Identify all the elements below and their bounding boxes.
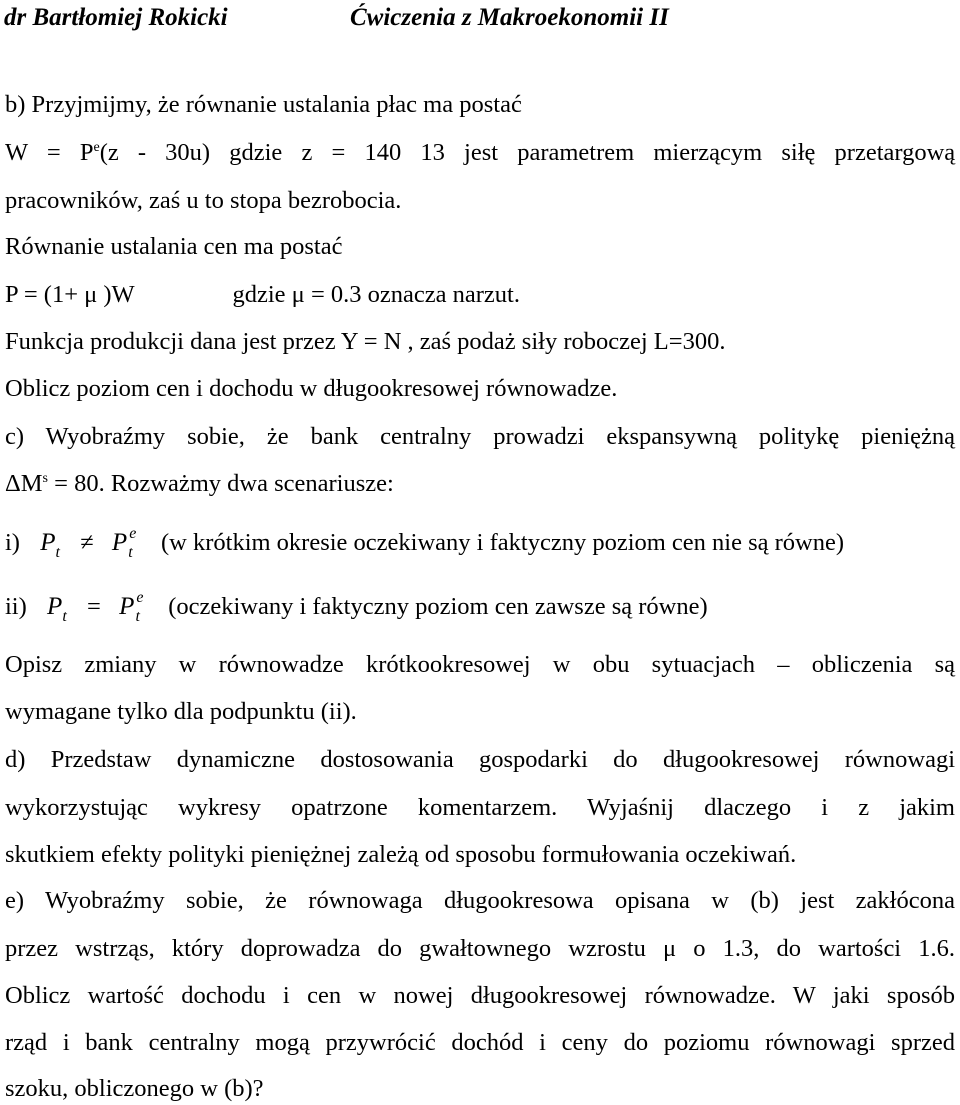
wage-value-140: 140	[364, 139, 402, 166]
part-e-line-1: e) Wyobraźmy sobie, że równowaga długookresowa opisana w (b) jest zakłócona	[5, 887, 955, 914]
case-ii-t: t	[62, 608, 67, 625]
delta-m-sup: s	[42, 471, 48, 486]
wage-w: W	[5, 139, 28, 166]
wage-equals: =	[46, 139, 61, 166]
case-i-p2: P	[111, 529, 128, 556]
scenarios-intro: = 80. Rozważmy dwa scenariusze:	[48, 470, 394, 497]
wage-word-mierz: mierzącym	[653, 139, 763, 166]
wage-value-13: 13	[420, 139, 445, 166]
wage-word-sile: siłę	[781, 139, 816, 166]
case-ii-text: (oczekiwany i faktyczny poziom cen zawsze są równe)	[168, 593, 708, 620]
case-ii-t2: t	[135, 608, 140, 625]
case-ii	[5, 589, 708, 625]
case-i-label: i)	[5, 529, 20, 556]
wage-equals-2: =	[331, 139, 346, 166]
part-c-intro: c) Wyobraźmy sobie, że bank centralny prowadzi ekspansywną politykę pieniężną	[5, 423, 955, 450]
wage-word-przet: przetargową	[834, 139, 956, 166]
case-i-p: P	[40, 529, 56, 556]
case-i-t2: t	[128, 544, 133, 561]
wage-equation	[5, 138, 955, 168]
case-i-e: e	[129, 525, 137, 542]
describe-line-1: Opisz zmiany w równowadze krótkookresowej w obu sytuacjach – obliczenia są	[5, 651, 955, 678]
case-ii-e: e	[136, 589, 144, 606]
part-e-line-3: Oblicz wartość dochodu i cen w nowej długookresowej równowadze. W jaki sposób	[5, 982, 955, 1009]
page-header	[4, 4, 954, 34]
wage-price-expected: $P^e(z - 30u)$	[79, 139, 211, 166]
case-ii-p2: P	[119, 593, 135, 620]
price-equation: P = (1+ μ )W	[5, 281, 135, 308]
case-i	[5, 525, 845, 561]
part-d-line-3: skutkiem efekty polityki pieniężnej zależą od sposobu formułowania oczekiwań.	[5, 841, 797, 868]
case-i-t: t	[55, 544, 60, 561]
case-ii-eq: =	[87, 593, 101, 620]
part-e-line-4: rząd i bank centralny mogą przywrócić dochód i ceny do poziomu równowagi sprzed	[5, 1029, 955, 1056]
describe-line-2: wymagane tylko dla podpunktu (ii).	[5, 698, 357, 725]
case-i-neq: ≠	[80, 529, 94, 556]
delta-m: ΔM	[5, 470, 43, 497]
case-i-text: (w krótkim okresie oczekiwany i faktyczny poziom cen nie są równe)	[161, 529, 845, 556]
production-function: Funkcja produkcji dana jest przez Y = N , zaś podaż siły roboczej L=300.	[5, 328, 726, 355]
case-ii-p: P	[47, 593, 63, 620]
wage-z: z	[301, 139, 313, 166]
part-b-intro: b) Przyjmijmy, że równanie ustalania płac ma postać	[5, 91, 522, 118]
price-equation-line	[5, 280, 520, 310]
money-supply-change	[5, 469, 394, 499]
wage-word-jest: jest	[464, 139, 499, 166]
workers-line: pracowników, zaś u to stopa bezrobocia.	[5, 187, 402, 214]
case-ii-label: ii)	[5, 593, 27, 620]
part-e-line-5: szoku, obliczonego w (b)?	[5, 1075, 264, 1102]
wage-word-param: parametrem	[517, 139, 635, 166]
wage-where: gdzie	[229, 139, 283, 166]
compute-b: Oblicz poziom cen i dochodu w długookresowej równowadze.	[5, 375, 618, 402]
part-e-line-2: przez wstrząs, który doprowadza do gwałtownego wzrostu μ o 1.3, do wartości 1.6.	[5, 935, 955, 962]
course-title: Ćwiczenia z Makroekonomii II	[350, 4, 669, 31]
author-name: dr Bartłomiej Rokicki	[4, 4, 228, 31]
markup-definition: gdzie μ = 0.3 oznacza narzut.	[232, 281, 520, 308]
part-d-line-2: wykorzystując wykresy opatrzone komentarzem. Wyjaśnij dlaczego i z jakim	[5, 794, 955, 821]
price-intro: Równanie ustalania cen ma postać	[5, 233, 343, 260]
part-d-line-1: d) Przedstaw dynamiczne dostosowania gospodarki do długookresowej równowagi	[5, 746, 955, 773]
